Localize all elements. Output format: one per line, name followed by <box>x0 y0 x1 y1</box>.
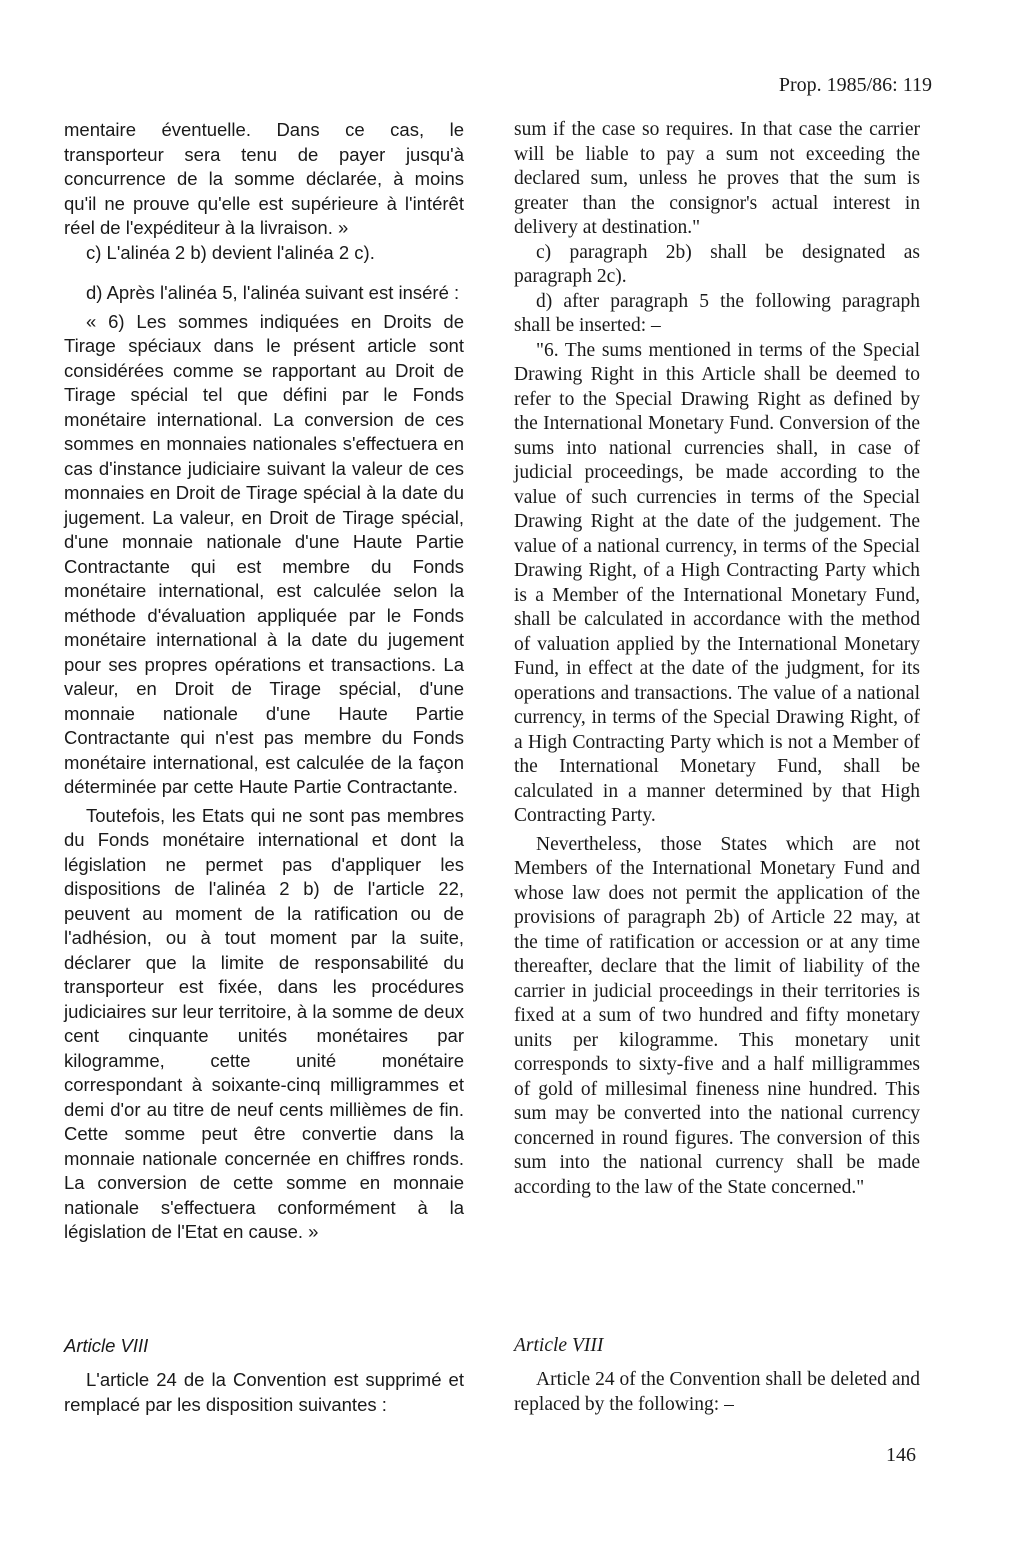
english-article-text-block <box>514 1368 920 1417</box>
english-paragraph: c) paragraph 2b) shall be designated as paragraph 2c). <box>514 241 920 287</box>
english-column <box>514 118 920 1200</box>
french-article-text-block <box>64 1368 464 1417</box>
french-paragraph: c) L'alinéa 2 b) devient l'alinéa 2 c). <box>86 241 375 263</box>
french-article-heading: Article VIII <box>64 1335 149 1356</box>
english-paragraph: Nevertheless, those States which are not Members of the International Monetary Fund and whose law does not permit the application of the provisions of paragraph 2b) of Article 22 may, at the time of ratification or accession or at any time thereafter, declare that the limit of liability of the carrier in judicial proceedings in their territories is fixed at a sum of two hundred and fifty monetary units per kilogramme. This monetary unit corresponds to sixty-five and a half milligrammes of gold of millesimal fineness nine hundred. This sum may be converted into the national currency concerned in round figures. The conversion of this sum into the national currency shall be made according to the law of the State concerned." <box>514 833 920 1198</box>
french-paragraph: d) Après l'alinéa 5, l'alinéa suivant est inséré : <box>86 282 460 303</box>
french-paragraph: Toutefois, les Etats qui ne sont pas membres du Fonds monétaire international et dont la législation ne permet pas d'appliquer les dispositions de l'alinéa 2 b) de l'article 22, peuvent au moment de la ratification ou de l'adhésion, ou à tout moment par la suite, déclarer que la limite de responsabilité du transporteur est fixée, dans les procédures judiciaires sur leur territoire, à la somme de deux cent cinquante unités monétaires par kilogramme, cette unité monétaire correspondant à soixante-cinq milligrammes et demi d'or au titre de neuf cents millièmes de fin. Cette somme peut être convertie dans la monnaie nationale concernée en chiffres ronds. La conversion de cette somme en monnaie nationale s'effectuera conformément à la législation de l'Etat en cause. » <box>64 804 464 1242</box>
page-number: 146 <box>886 1444 916 1466</box>
french-column <box>64 118 464 1245</box>
english-article-text: Article 24 of the Convention shall be deleted and replaced by the following: – <box>514 1369 920 1415</box>
english-paragraph: sum if the case so requires. In that case the carrier will be liable to pay a sum not exceeding the declared sum, unless he proves that the sum is greater than the consignor's actual interest in delivery at destination." <box>514 119 920 238</box>
french-article-text: L'article 24 de la Convention est supprimé et remplacé par les disposition suivantes : <box>64 1369 464 1415</box>
french-paragraph: « 6) Les sommes indiquées en Droits de Tirage spéciaux dans le présent article sont considérées comme se rapportant au Droit de Tirage spécial tel que défini par le Fonds monétaire international. La conversion de ces sommes en monnaies nationales s'effectuera en cas d'instance judiciaire suivant la valeur de ces monnaies en Droit de Tirage spécial à la date du jugement. La valeur, en Droit de Tirage spécial, d'une monnaie nationale d'une Haute Partie Contractante qui est membre du Fonds monétaire international, est calculée selon la méthode d'évaluation appliquée par le Fonds monétaire international à la date du jugement pour ses propres opérations et transactions. La valeur, en Droit de Tirage spécial, d'une monnaie nationale d'une Haute Partie Contractante qui n'est pas membre du Fonds monétaire international, est calculée de la façon déterminée par cette Haute Partie Contractante. <box>64 310 464 797</box>
french-paragraph: mentaire éventuelle. Dans ce cas, le transporteur sera tenu de payer jusqu'à concurrence de la somme déclarée, à moins qu'il ne prouve qu'elle est supérieure à l'intérêt réel de l'expéditeur à la livraison. » <box>64 119 464 238</box>
english-article-heading: Article VIII <box>514 1335 604 1356</box>
english-paragraph: "6. The sums mentioned in terms of the Special Drawing Right in this Article shall be deemed to refer to the Special Drawing Right as defined by the International Monetary Fund. Conversion of the sums into national currencies shall, in case of judicial proceedings, be made according to the value of such currencies in terms of the Special Drawing Right at the date of the judgement. The value of a national currency, in terms of the Special Drawing Right, of a High Contracting Party which is a Member of the International Monetary Fund, shall be calculated in accordance with the method of valuation applied by the International Monetary Fund, in effect at the date of the judgment, for its operations and transactions. The value of a national currency, in terms of the Special Drawing Right, of a High Contracting Party which is not a Member of the International Monetary Fund, shall be calculated in a manner determined by that High Contracting Party. <box>514 339 920 826</box>
english-paragraph: d) after paragraph 5 the following paragraph shall be inserted: – <box>514 290 920 336</box>
document-reference: Prop. 1985/86: 119 <box>778 74 932 96</box>
